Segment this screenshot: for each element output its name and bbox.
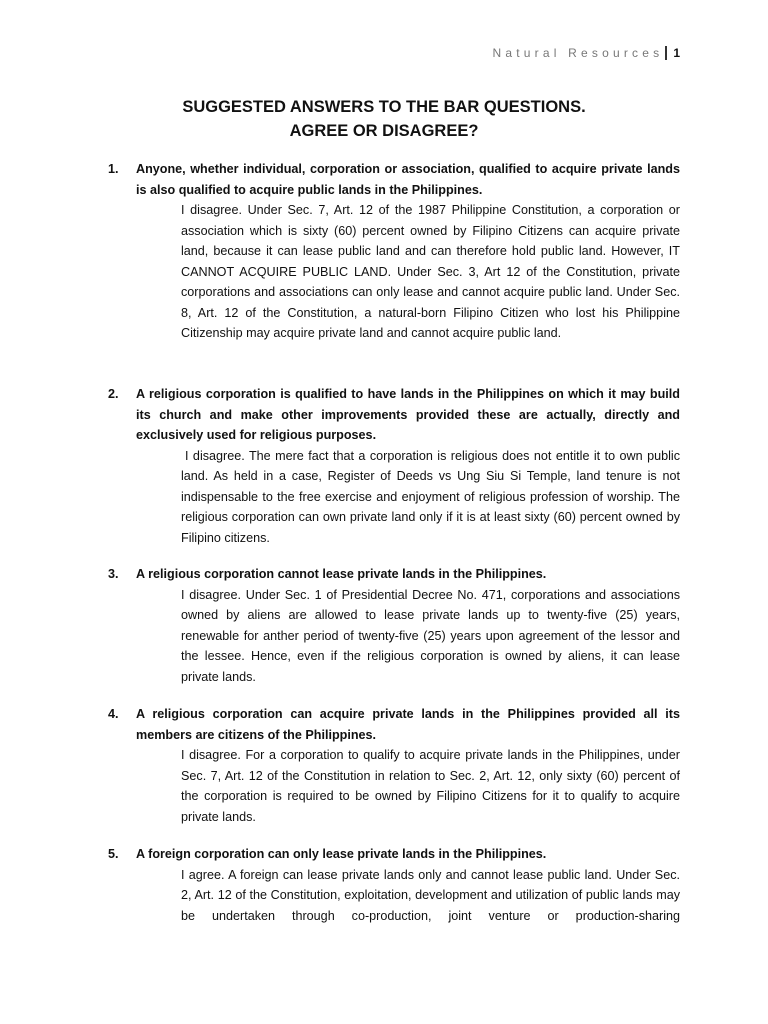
item-number: 3.: [108, 567, 119, 581]
item-number: 5.: [108, 847, 119, 861]
title-line-1: SUGGESTED ANSWERS TO THE BAR QUESTIONS.: [182, 98, 586, 116]
header-separator: [665, 46, 667, 60]
document-title: [0, 95, 768, 143]
answer-text: I disagree. The mere fact that a corporation is religious does not entitle it to own public land. As held in a case, Register of Deeds vs Ung Siu Si Temple, land tenure is not indispensable to the free exercise and enjoyment of religious profession of worship. The religious corporation can own private land only if it is at least sixty (60) percent owned by Filipino citizens.: [181, 448, 680, 545]
answer-text: I agree. A foreign can lease private lands only and cannot lease public land. Under Sec. 2, Art. 12 of the Constitution, exploitation, development and utilization of public lands may be undertaken through co-production, joint venture or production-sharing: [181, 867, 680, 923]
header-section-title: Natural Resources: [492, 46, 664, 60]
question-text: A foreign corporation can only lease private lands in the Philippines.: [136, 847, 547, 861]
question-text: Anyone, whether individual, corporation or association, qualified to acquire private lands is also qualified to acquire public lands in the Philippines.: [136, 162, 680, 197]
qa-item-1: [108, 159, 680, 344]
qa-item-4: [108, 704, 680, 827]
item-number: 1.: [108, 162, 119, 176]
question-text: A religious corporation can acquire private lands in the Philippines provided all its members are citizens of the Philippines.: [136, 707, 680, 742]
answer-text: I disagree. For a corporation to qualify to acquire private lands in the Philippines, under Sec. 7, Art. 12 of the Constitution in relation to Sec. 2, Art. 12, only sixty (60) percent of the corporation is required to be owned by Filipino Citizens for it to qualify to acquire private lands.: [181, 748, 680, 824]
title-line-2: AGREE OR DISAGREE?: [289, 122, 479, 140]
question-text: A religious corporation is qualified to have lands in the Philippines on which it may build its church and make other improvements provided these are actually, directly and exclusively used for religious purposes.: [136, 387, 680, 442]
running-header: [493, 46, 680, 60]
question-text: A religious corporation cannot lease private lands in the Philippines.: [136, 567, 547, 581]
qa-item-2: [108, 384, 680, 548]
answer-text: I disagree. Under Sec. 7, Art. 12 of the 1987 Philippine Constitution, a corporation or association which is sixty (60) percent owned by Filipino Citizens can acquire private land, because it can lease public land and can therefore hold public land. However, IT CANNOT ACQUIRE PUBLIC LAND. Under Sec. 3, Art 12 of the Constitution, private corporations and associations can only lease and cannot acquire public land. Under Sec. 8, Art. 12 of the Constitution, a natural-born Filipino Citizen who lost his Philippine Citizenship may acquire private land and cannot acquire public land.: [181, 203, 680, 340]
qa-item-5: [108, 844, 680, 926]
qa-item-3: [108, 564, 680, 687]
item-number: 2.: [108, 387, 119, 401]
item-number: 4.: [108, 707, 119, 721]
answer-text: I disagree. Under Sec. 1 of Presidential Decree No. 471, corporations and associations owned by aliens are allowed to lease private lands up to twenty-five (25) years, renewable for anther period of twenty-five (25) years upon agreement of the lessor and the lessee. Hence, even if the religious corporation is owned by aliens, it can lease private lands.: [181, 587, 680, 684]
page-number: 1: [673, 46, 680, 60]
